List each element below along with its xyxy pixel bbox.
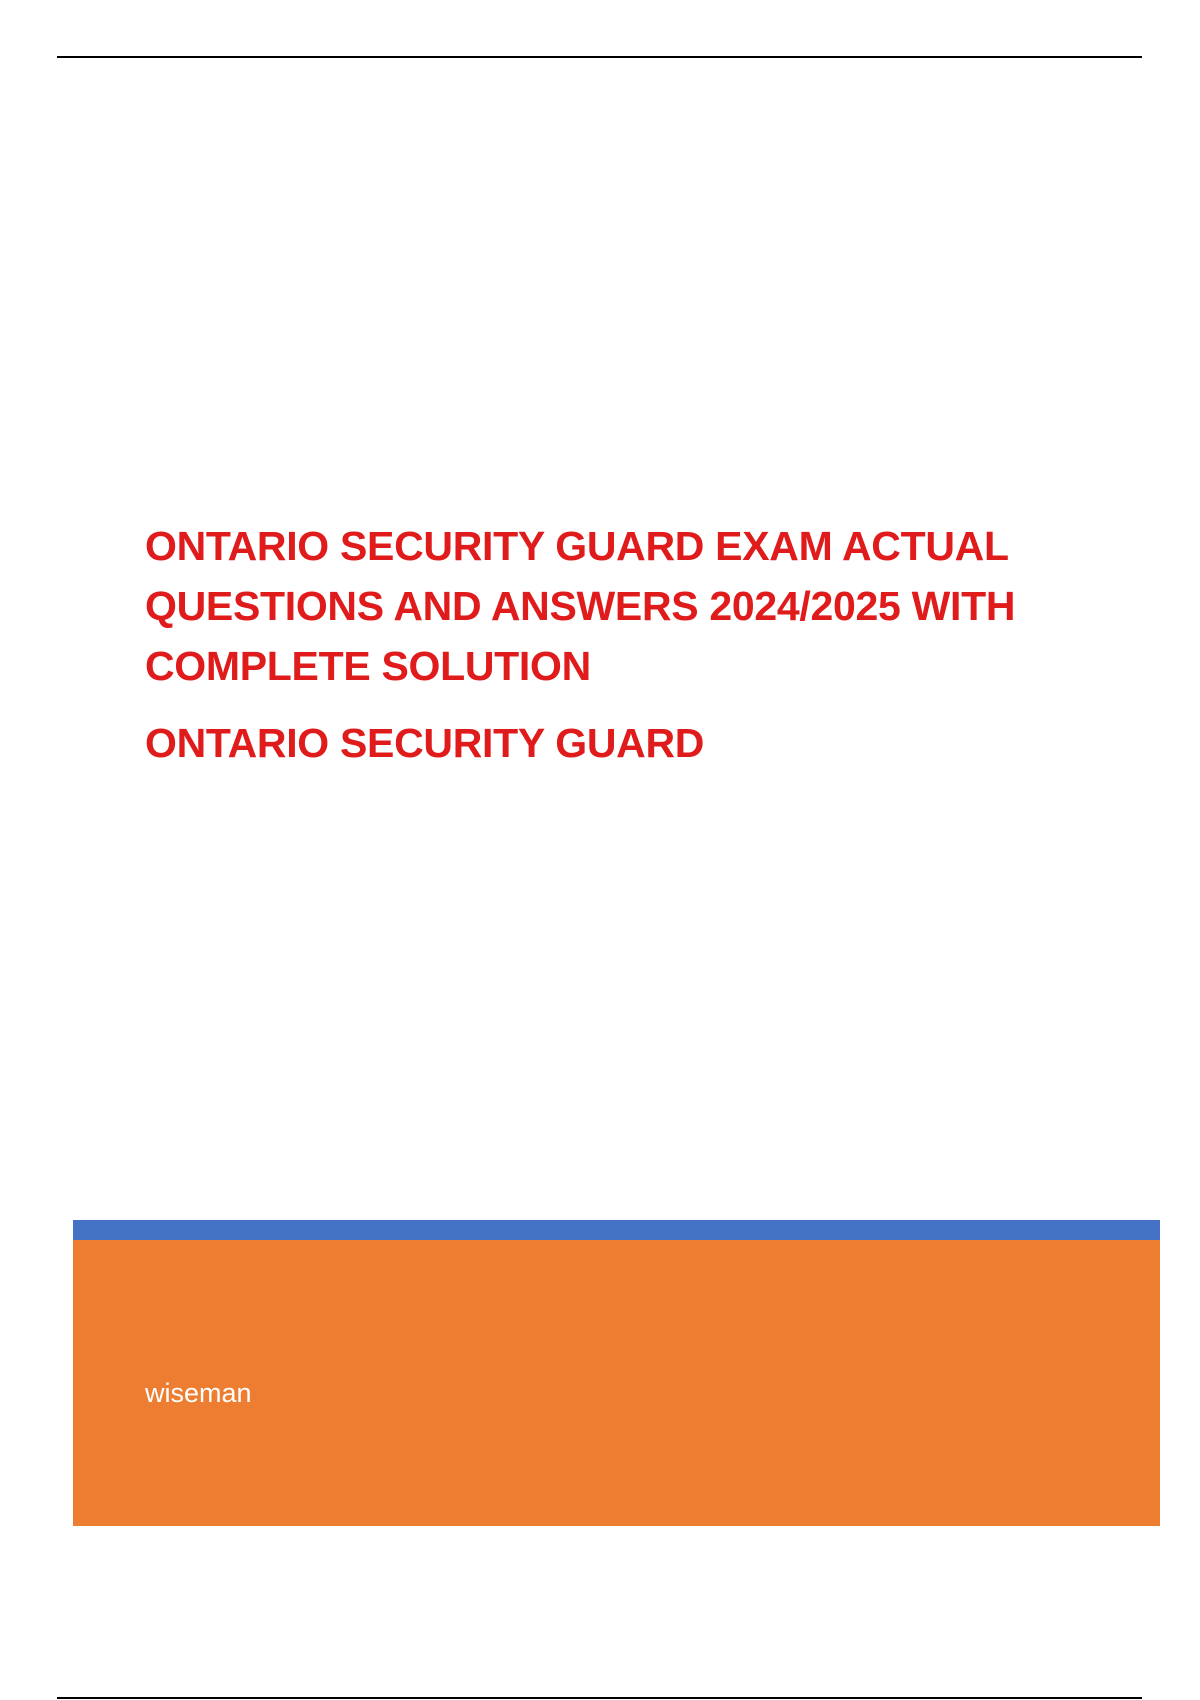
- title-block: [145, 516, 1105, 773]
- bottom-divider: [57, 1697, 1142, 1699]
- title-line-3: COMPLETE SOLUTION: [145, 643, 591, 689]
- document-subtitle: ONTARIO SECURITY GUARD: [145, 720, 705, 766]
- document-title: [145, 516, 1105, 696]
- author-name: wiseman: [145, 1378, 252, 1408]
- footer-band: [73, 1220, 1160, 1526]
- top-divider: [57, 56, 1142, 58]
- title-line-1: ONTARIO SECURITY GUARD EXAM ACTUAL: [145, 523, 1009, 569]
- title-line-2: QUESTIONS AND ANSWERS 2024/2025 WITH: [145, 583, 1016, 629]
- footer-stripe: [73, 1220, 1160, 1240]
